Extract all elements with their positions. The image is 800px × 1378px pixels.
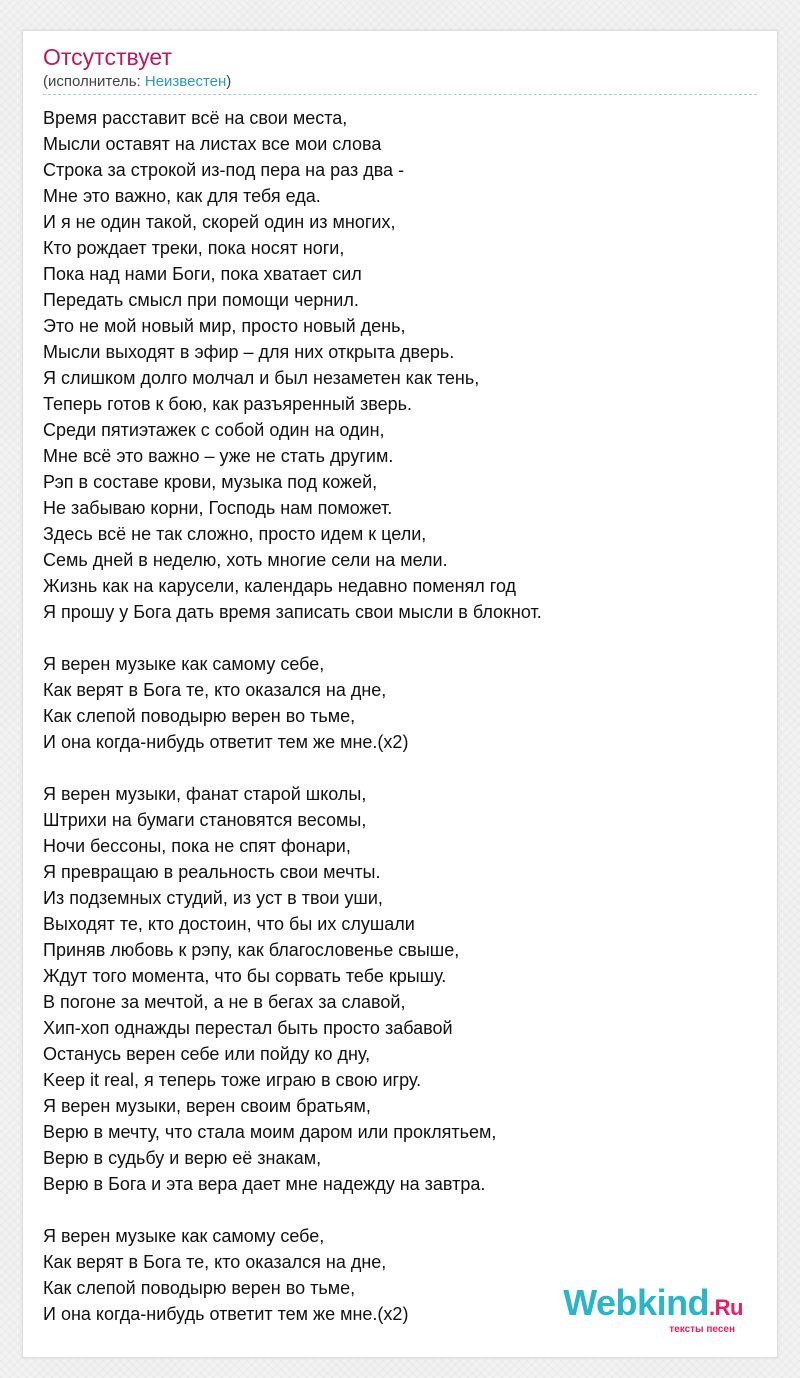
lyric-line: Верю в мечту, что стала моим даром или проклятьем, bbox=[43, 1122, 497, 1142]
lyric-line: Как верят в Бога те, кто оказался на дне, bbox=[43, 680, 387, 700]
lyric-line: Как слепой поводырю верен во тьме, bbox=[43, 1278, 356, 1298]
lyric-line: И она когда-нибудь ответит тем же мне.(x2) bbox=[43, 1304, 409, 1324]
stanza-break bbox=[43, 755, 757, 781]
lyric-line: Пока над нами Боги, пока хватает сил bbox=[43, 264, 362, 284]
lyric-line: Кто рождает треки, пока носят ноги, bbox=[43, 238, 345, 258]
lyric-line: Ночи бессоны, пока не спят фонари, bbox=[43, 836, 351, 856]
lyric-line: Я слишком долго молчал и был незаметен как тень, bbox=[43, 368, 480, 388]
artist-suffix: ) bbox=[226, 73, 232, 90]
lyric-line: Строка за строкой из-под пера на раз два - bbox=[43, 160, 405, 180]
lyric-line: Мысли оставят на листах все мои слова bbox=[43, 134, 382, 154]
lyric-line: Мне это важно, как для тебя еда. bbox=[43, 186, 321, 206]
logo-main-text: Webkind bbox=[563, 1282, 710, 1323]
lyric-line: Как верят в Бога те, кто оказался на дне, bbox=[43, 1252, 387, 1272]
lyric-line: Keep it real, я теперь тоже играю в свою игру. bbox=[43, 1070, 422, 1090]
lyric-line: Здесь всё не так сложно, просто идем к цели, bbox=[43, 524, 427, 544]
song-title: Отсутствует bbox=[43, 44, 172, 70]
logo-tagline: тексты песен bbox=[669, 1324, 735, 1335]
lyric-line: Как слепой поводырю верен во тьме, bbox=[43, 706, 356, 726]
lyric-line: Я прошу у Бога дать время записать свои мысли в блокнот. bbox=[43, 602, 542, 622]
stanza-break bbox=[43, 625, 757, 651]
lyric-line: И она когда-нибудь ответит тем же мне.(x2) bbox=[43, 732, 409, 752]
lyric-line: Выходят те, кто достоин, что бы их слушали bbox=[43, 914, 415, 934]
lyric-line: Я верен музыке как самому себе, bbox=[43, 1226, 325, 1246]
lyrics-card bbox=[22, 30, 778, 1358]
lyric-line: Время расставит всё на свои места, bbox=[43, 108, 348, 128]
lyric-line: Рэп в составе крови, музыка под кожей, bbox=[43, 472, 378, 492]
lyric-line: Ждут того момента, что бы сорвать тебе крышу. bbox=[43, 966, 447, 986]
lyric-line: И я не один такой, скорей один из многих, bbox=[43, 212, 396, 232]
logo-wordmark bbox=[563, 1282, 743, 1326]
lyric-line: Мысли выходят в эфир – для них открыта дверь. bbox=[43, 342, 455, 362]
lyric-line: Теперь готов к бою, как разъяренный зверь. bbox=[43, 394, 412, 414]
lyric-line: Штрихи на бумаги становятся весомы, bbox=[43, 810, 367, 830]
lyric-line: Хип-хоп однажды перестал быть просто забавой bbox=[43, 1018, 453, 1038]
lyric-line: Приняв любовь к рэпу, как благословенье свыше, bbox=[43, 940, 460, 960]
stanza-break bbox=[43, 1197, 757, 1223]
lyric-line: Передать смысл при помощи чернил. bbox=[43, 290, 359, 310]
logo-tld: .Ru bbox=[709, 1295, 743, 1320]
artist-prefix: (исполнитель: bbox=[43, 73, 145, 90]
lyric-line: Верю в судьбу и верю её знакам, bbox=[43, 1148, 322, 1168]
lyric-line: В погоне за мечтой, а не в бегах за славой, bbox=[43, 992, 406, 1012]
lyric-line: Не забываю корни, Господь нам поможет. bbox=[43, 498, 393, 518]
artist-line bbox=[43, 73, 231, 91]
lyric-line: Это не мой новый мир, просто новый день, bbox=[43, 316, 406, 336]
site-logo[interactable] bbox=[563, 1282, 743, 1335]
artist-link[interactable]: Неизвестен bbox=[144, 73, 227, 90]
lyrics-text bbox=[43, 105, 757, 1327]
lyric-line: Жизнь как на карусели, календарь недавно поменял год bbox=[43, 576, 517, 596]
lyric-line: Из подземных студий, из уст в твои уши, bbox=[43, 888, 383, 908]
lyric-line: Семь дней в неделю, хоть многие сели на мели. bbox=[43, 550, 448, 570]
title-divider bbox=[43, 94, 757, 95]
lyric-line: Верю в Бога и эта вера дает мне надежду на завтра. bbox=[43, 1174, 486, 1194]
lyric-line: Я верен музыки, верен своим братьям, bbox=[43, 1096, 371, 1116]
lyric-line: Мне всё это важно – уже не стать другим. bbox=[43, 446, 394, 466]
lyric-line: Останусь верен себе или пойду ко дну, bbox=[43, 1044, 371, 1064]
lyric-line: Я верен музыки, фанат старой школы, bbox=[43, 784, 367, 804]
lyric-line: Я превращаю в реальность свои мечты. bbox=[43, 862, 381, 882]
lyric-line: Среди пятиэтажек с собой один на один, bbox=[43, 420, 385, 440]
lyric-line: Я верен музыке как самому себе, bbox=[43, 654, 325, 674]
